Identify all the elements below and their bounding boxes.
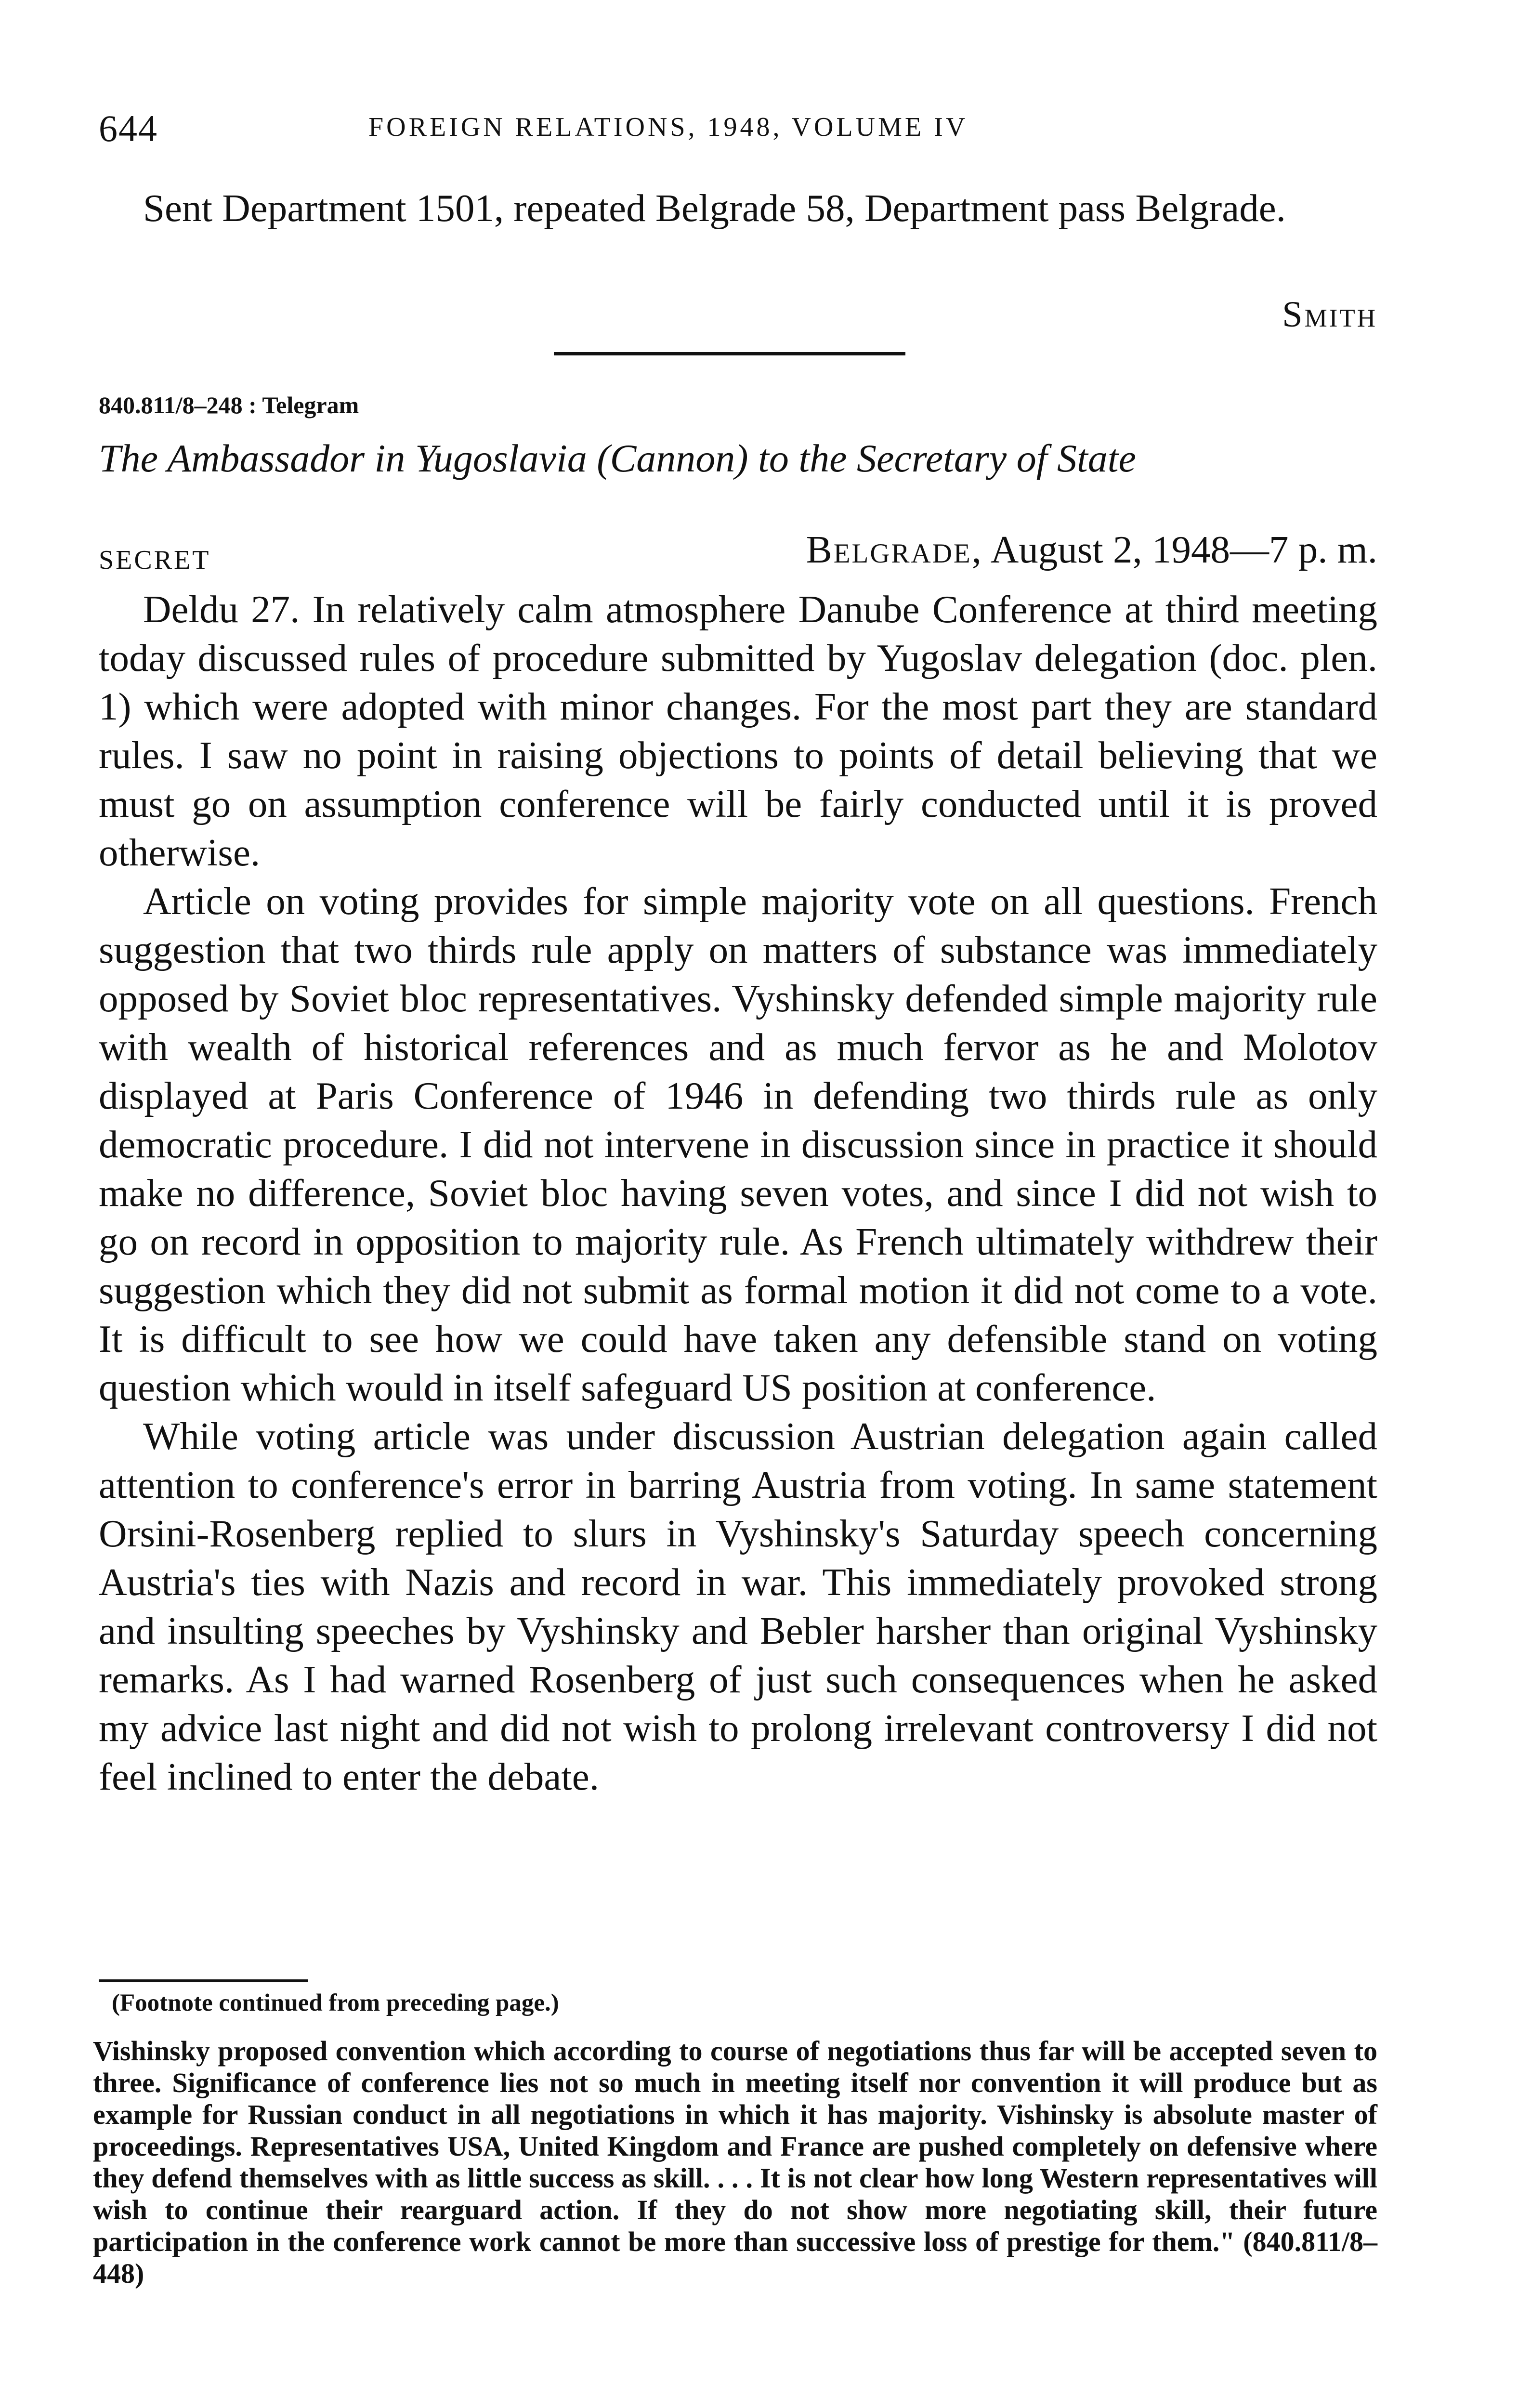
footnote-continued-label: (Footnote continued from preceding page.) <box>112 1989 559 2016</box>
file-reference: 840.811/8–248 : Telegram <box>99 392 359 419</box>
page-number: 644 <box>99 107 158 149</box>
body-paragraph: Deldu 27. In relatively calm atmosphere Danube Conference at third meeting today discussed rules of procedure submitted by Yugoslav delegation (doc. plen. 1) which were adopted with minor changes. For the most part they are standard rules. I saw no point in raising objections to points of detail believing that we must go on assumption conference will be fairly conducted until it is proved otherwise. <box>99 588 1377 874</box>
body-paragraph: While voting article was under discussion Austrian delegation again called attention to conference's error in barring Austria from voting. In same statement Orsini-Rosenberg replied to slurs in Vyshinsky's Saturday speech concerning Austria's ties with Nazis and record in war. This immediately provoked strong and insulting speeches by Vyshinsky and Bebler harsher than original Vyshinsky remarks. As I had warned Rosenberg of just such consequences when he asked my advice last night and did not wish to prolong irrelevant controversy I did not feel inclined to enter the debate. <box>99 1414 1377 1798</box>
signature: Smith <box>1282 294 1377 335</box>
document-title: The Ambassador in Yugoslavia (Cannon) to the Secretary of State <box>99 436 1136 480</box>
footnote-divider <box>99 1979 308 1982</box>
section-divider <box>554 352 905 355</box>
classification-label: SECRET <box>99 545 211 575</box>
telegram-body <box>99 585 1377 1801</box>
dateline-place: Belgrade, <box>806 528 983 571</box>
dateline <box>806 527 1377 572</box>
body-paragraph: Article on voting provides for simple majority vote on all questions. French suggestion that two thirds rule apply on matters of substance was immediately opposed by Soviet bloc representatives. Vyshinsky defended simple majority rule with wealth of historical references and as much fervor as he and Molotov displayed at Paris Conference of 1946 in defending two thirds rule as only democratic procedure. I did not intervene in discussion since in practice it should make no difference, Soviet bloc having seven votes, and since I did not wish to go on record in opposition to majority rule. As French ultimately withdrew their suggestion which they did not submit as formal motion it did not come to a vote. It is difficult to see how we could have taken any defensible stand on voting question which would in itself safeguard US position at conference. <box>99 879 1377 1409</box>
page-header <box>99 107 1380 150</box>
footnote-text: Vishinsky proposed convention which according to course of negotiations thus far will be accepted seven to three. Significance of conference lies not so much in meeting itself nor convention it will produce but as example for Russian conduct in all negotiations in which it has majority. Vishinsky is absolute master of proceedings. Representatives USA, United Kingdom and France are pushed completely on defensive where they defend themselves with as little success as skill. . . . It is not clear how long Western representatives will wish to continue their rearguard action. If they do not show more negotiating skill, their future participation in the conference work cannot be more than successive loss of prestige for them." (840.811/8–448) <box>93 2035 1377 2289</box>
running-head: FOREIGN RELATIONS, 1948, VOLUME IV <box>368 112 968 142</box>
opening-paragraph: Sent Department 1501, repeated Belgrade 58, Department pass Belgrade. <box>143 186 1286 230</box>
dateline-time: August 2, 1948—7 p. m. <box>982 528 1377 571</box>
